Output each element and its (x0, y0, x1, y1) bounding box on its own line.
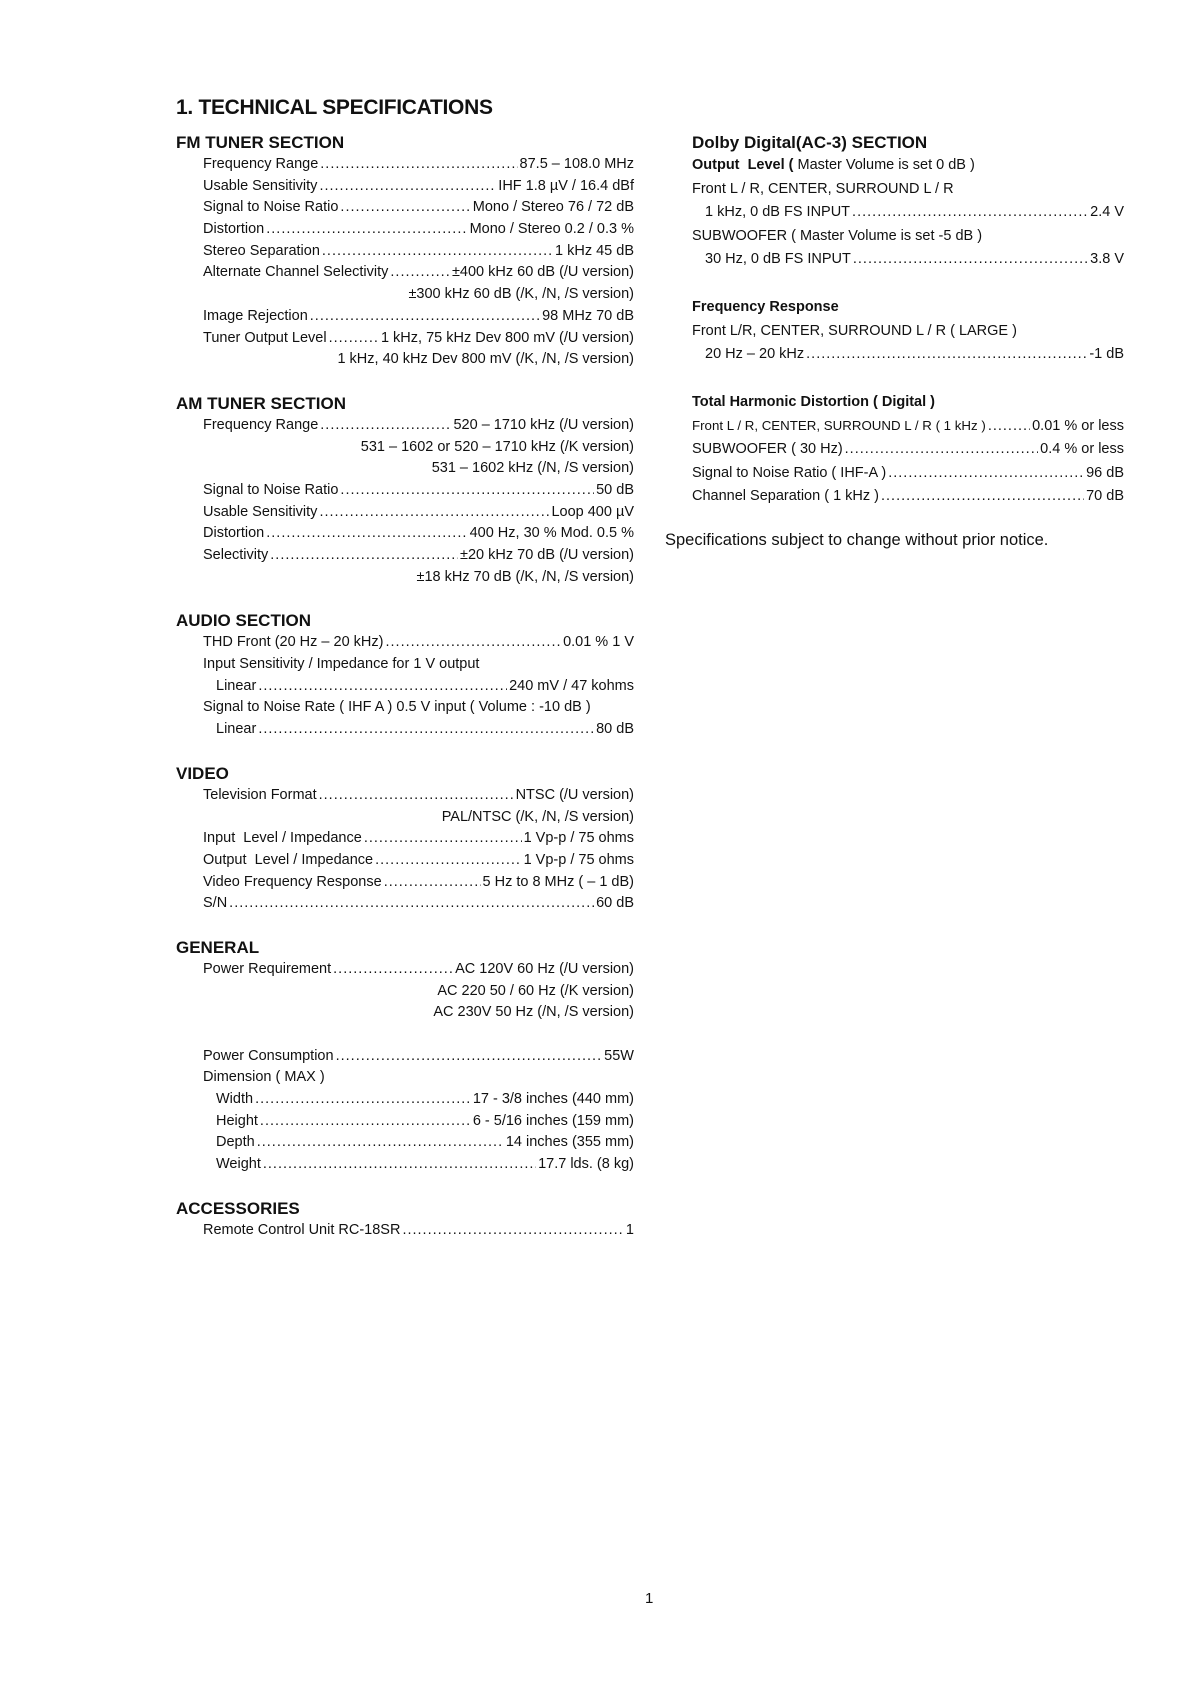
spec-row-continued: PAL/NTSC (/K, /N, /S version) (441, 808, 634, 825)
spec-text: Dimension ( MAX ) (203, 1069, 325, 1086)
dolby-section (692, 131, 1124, 272)
general-section (176, 936, 634, 1176)
spec-row: 30 Hz, 0 dB FS INPUT ..... 3.8 V (692, 248, 1124, 272)
section-title: FM TUNER SECTION (176, 133, 345, 152)
frequency-response-section (692, 296, 1124, 367)
spec-row: Image Rejection ..... 98 MHz 70 dB (176, 306, 634, 328)
left-column (176, 131, 634, 1263)
spec-text: Output Level ( Master Volume is set 0 dB ) (692, 157, 975, 173)
audio-section (176, 609, 634, 740)
spec-row: S/N ..... 60 dB (176, 893, 634, 915)
spec-row: Power Consumption ..... 55W (176, 1046, 634, 1068)
spec-row: Distortion ..... 400 Hz, 30 % Mod. 0.5 % (176, 523, 634, 545)
right-column (692, 131, 1124, 533)
section-title: ACCESSORIES (176, 1198, 300, 1218)
spec-row: Alternate Channel Selectivity ..... ±400 kHz 60 dB (/U version) (176, 262, 634, 284)
spec-text: Front L/R, CENTER, SURROUND L / R ( LARGE ) (692, 322, 1017, 339)
spec-row: Usable Sensitivity ..... Loop 400 µV (176, 502, 634, 524)
spec-row-continued: 531 – 1602 or 520 – 1710 kHz (/K version) (360, 438, 634, 455)
section-title: AM TUNER SECTION (176, 393, 346, 413)
am-tuner-section (176, 392, 634, 589)
spacer (176, 1024, 634, 1046)
spec-row: Television Format ..... NTSC (/U version) (176, 785, 634, 807)
page-number: 1 (645, 1590, 654, 1607)
spec-row: Remote Control Unit RC-18SR ..... 1 (176, 1220, 634, 1242)
accessories-section (176, 1197, 634, 1242)
spec-row: Usable Sensitivity ..... IHF 1.8 µV / 16.4 dBf (176, 176, 634, 198)
spec-row: Output Level / Impedance ..... 1 Vp-p / 75 ohms (176, 850, 634, 872)
spec-row: Input Level / Impedance ..... 1 Vp-p / 75 ohms (176, 828, 634, 850)
thd-section (692, 391, 1124, 509)
spec-row: 1 kHz, 0 dB FS INPUT ..... 2.4 V (692, 201, 1124, 225)
spec-row: Signal to Noise Ratio ( IHF-A ) ..... 96 dB (692, 462, 1124, 486)
spec-row-continued: AC 220 50 / 60 Hz (/K version) (437, 982, 634, 999)
spec-row: Frequency Range ..... 520 – 1710 kHz (/U version) (176, 415, 634, 437)
spec-text: Front L / R, CENTER, SURROUND L / R (692, 180, 954, 197)
spec-row: Weight ..... 17.7 lds. (8 kg) (176, 1154, 634, 1176)
spec-row: THD Front (20 Hz – 20 kHz) ..... 0.01 % 1 V (176, 632, 634, 654)
spec-row: Linear ..... 80 dB (176, 719, 634, 741)
video-section (176, 762, 634, 915)
spec-text: SUBWOOFER ( Master Volume is set -5 dB ) (692, 227, 983, 244)
spec-row: Frequency Range ..... 87.5 – 108.0 MHz (176, 154, 634, 176)
spec-row: SUBWOOFER ( 30 Hz) ..... 0.4 % or less (692, 438, 1124, 462)
spec-row: Depth ..... 14 inches (355 mm) (176, 1132, 634, 1154)
spec-row-continued: AC 230V 50 Hz (/N, /S version) (433, 1004, 634, 1021)
spec-row: Width ..... 17 - 3/8 inches (440 mm) (176, 1089, 634, 1111)
spec-row: Height ..... 6 - 5/16 inches (159 mm) (176, 1111, 634, 1133)
spec-row-continued: 1 kHz, 40 kHz Dev 800 mV (/K, /N, /S version) (337, 351, 634, 368)
spec-row: Channel Separation ( 1 kHz ) ..... 70 dB (692, 485, 1124, 509)
page-title: 1. TECHNICAL SPECIFICATIONS (176, 96, 493, 119)
section-title: GENERAL (176, 937, 260, 957)
spec-row: Power Requirement ..... AC 120V 60 Hz (/U version) (176, 959, 634, 981)
spec-row-continued: 531 – 1602 kHz (/N, /S version) (431, 460, 634, 477)
spec-row: Front L / R, CENTER, SURROUND L / R ( 1 kHz ) ..... 0.01 % or less (692, 414, 1124, 438)
spec-row: 20 Hz – 20 kHz ..... -1 dB (692, 343, 1124, 367)
spec-row: Signal to Noise Ratio ..... 50 dB (176, 480, 634, 502)
fm-tuner-section (176, 131, 634, 371)
subsection-title: Frequency Response (692, 298, 839, 315)
section-title: VIDEO (176, 763, 229, 783)
spec-row-continued: ±300 kHz 60 dB (/K, /N, /S version) (408, 286, 634, 303)
section-title: Dolby Digital(AC-3) SECTION (692, 133, 928, 152)
spec-row: Video Frequency Response ..... 5 Hz to 8 MHz ( – 1 dB) (176, 872, 634, 894)
spec-text: Input Sensitivity / Impedance for 1 V output (203, 656, 480, 673)
spec-row-continued: ±18 kHz 70 dB (/K, /N, /S version) (416, 568, 634, 585)
spec-row: Signal to Noise Ratio ..... Mono / Stereo 76 / 72 dB (176, 197, 634, 219)
subsection-title: Total Harmonic Distortion ( Digital ) (692, 393, 936, 410)
section-title: AUDIO SECTION (176, 611, 312, 631)
spec-row: Distortion ..... Mono / Stereo 0.2 / 0.3 % (176, 219, 634, 241)
spec-row: Selectivity ..... ±20 kHz 70 dB (/U version) (176, 545, 634, 567)
spec-text: Signal to Noise Rate ( IHF A ) 0.5 V input ( Volume : -10 dB ) (203, 699, 591, 716)
spec-row: Linear ..... 240 mV / 47 kohms (176, 676, 634, 698)
spec-row: Stereo Separation ..... 1 kHz 45 dB (176, 241, 634, 263)
spec-row: Tuner Output Level ..... 1 kHz, 75 kHz Dev 800 mV (/U version) (176, 328, 634, 350)
change-notice: Specifications subject to change without prior notice. (665, 531, 1049, 549)
